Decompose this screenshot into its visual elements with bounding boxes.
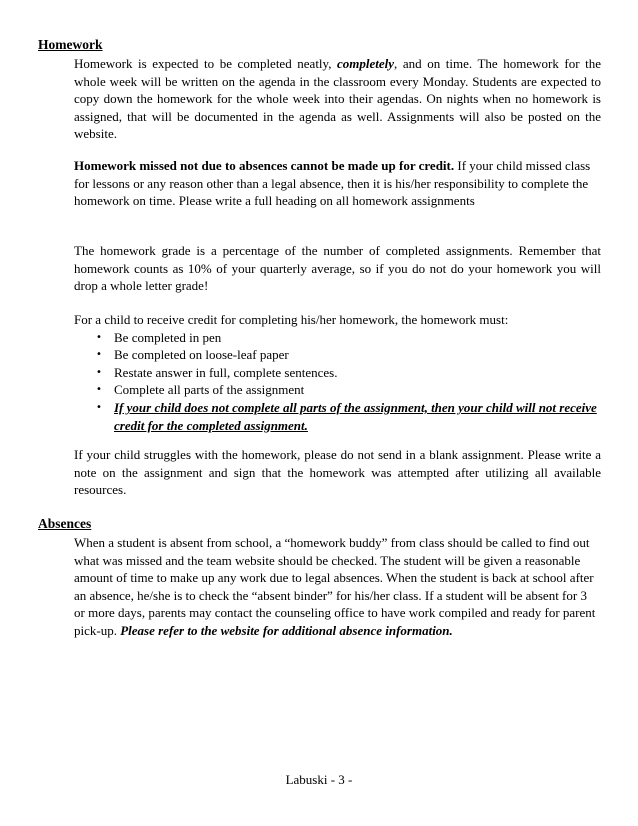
list-item <box>74 329 601 347</box>
absences-heading: Absences <box>38 516 92 531</box>
list-item <box>74 381 601 399</box>
requirements-intro: For a child to receive credit for completing his/her homework, the homework must: <box>74 312 509 327</box>
bullet-icon: • <box>96 366 102 378</box>
list-item-text: Complete all parts of the assignment <box>114 382 305 398</box>
list-item-emphasis: If your child does not complete all parts of the assignment, then your child will not receive credit for the completed assignment. <box>114 399 597 433</box>
bullet-icon: • <box>96 331 102 343</box>
requirements-list <box>74 329 601 435</box>
absences-paragraph <box>74 534 601 640</box>
absences-emphasis: Please refer to the website for additional absence information. <box>120 622 453 638</box>
page-footer: Labuski - 3 - <box>285 772 353 787</box>
list-item-text: Restate answer in full, complete sentences. <box>114 364 338 380</box>
list-item-text: Be completed on loose-leaf paper <box>114 347 289 363</box>
homework-p1-emphasis: completely <box>337 56 395 71</box>
homework-paragraph-2 <box>74 157 601 210</box>
homework-paragraph-1 <box>74 55 601 143</box>
homework-p1-text-b: , and on time. The homework for the whole week will be written on the agenda in the classroom every Monday. Students are expected to copy down the homework for the whole week into their agendas. On nights when no homework is assigned, that will be documented in the agenda as well. Assignments will also be posted on the website. <box>74 56 601 142</box>
homework-p2-bold: Homework missed not due to absences cannot be made up for credit. <box>74 158 455 173</box>
homework-heading: Homework <box>38 37 103 52</box>
bullet-icon: • <box>96 384 102 396</box>
list-item <box>74 399 601 434</box>
homework-paragraph-5: If your child struggles with the homework, please do not send in a blank assignment. Please write a note on the assignment and sign that the homework was attempted after utilizing all available resources. <box>74 447 601 498</box>
homework-p1-text-a: Homework is expected to be completed neatly, <box>74 56 338 71</box>
bullet-icon: • <box>96 401 102 413</box>
absences-text: When a student is absent from school, a “homework buddy” from class should be called to find out what was missed and the team website should be checked. The student will be given a reasonable amount of time to make up any work due to legal absences. When the student is back at school after an absence, he/she is to check the “absent binder” for his/her class. If a student will be absent for 3 or more days, parents may contact the counseling office to have work compiled and ready for parent pick-up. <box>74 535 596 638</box>
homework-p2-text: If your child missed class for lessons or any reason other than a legal absence, then it is his/her responsibility to complete the homework on time. Please write a full heading on all homework assignments <box>74 158 591 209</box>
requirements-section <box>74 311 601 434</box>
list-item <box>74 364 601 382</box>
bullet-icon: • <box>96 349 102 361</box>
list-item <box>74 346 601 364</box>
list-item-text: Be completed in pen <box>114 329 222 345</box>
homework-paragraph-3: The homework grade is a percentage of the number of completed assignments. Remember that homework counts as 10% of your quarterly average, so if you do not do your homework you will drop a whole letter grade! <box>74 243 601 294</box>
